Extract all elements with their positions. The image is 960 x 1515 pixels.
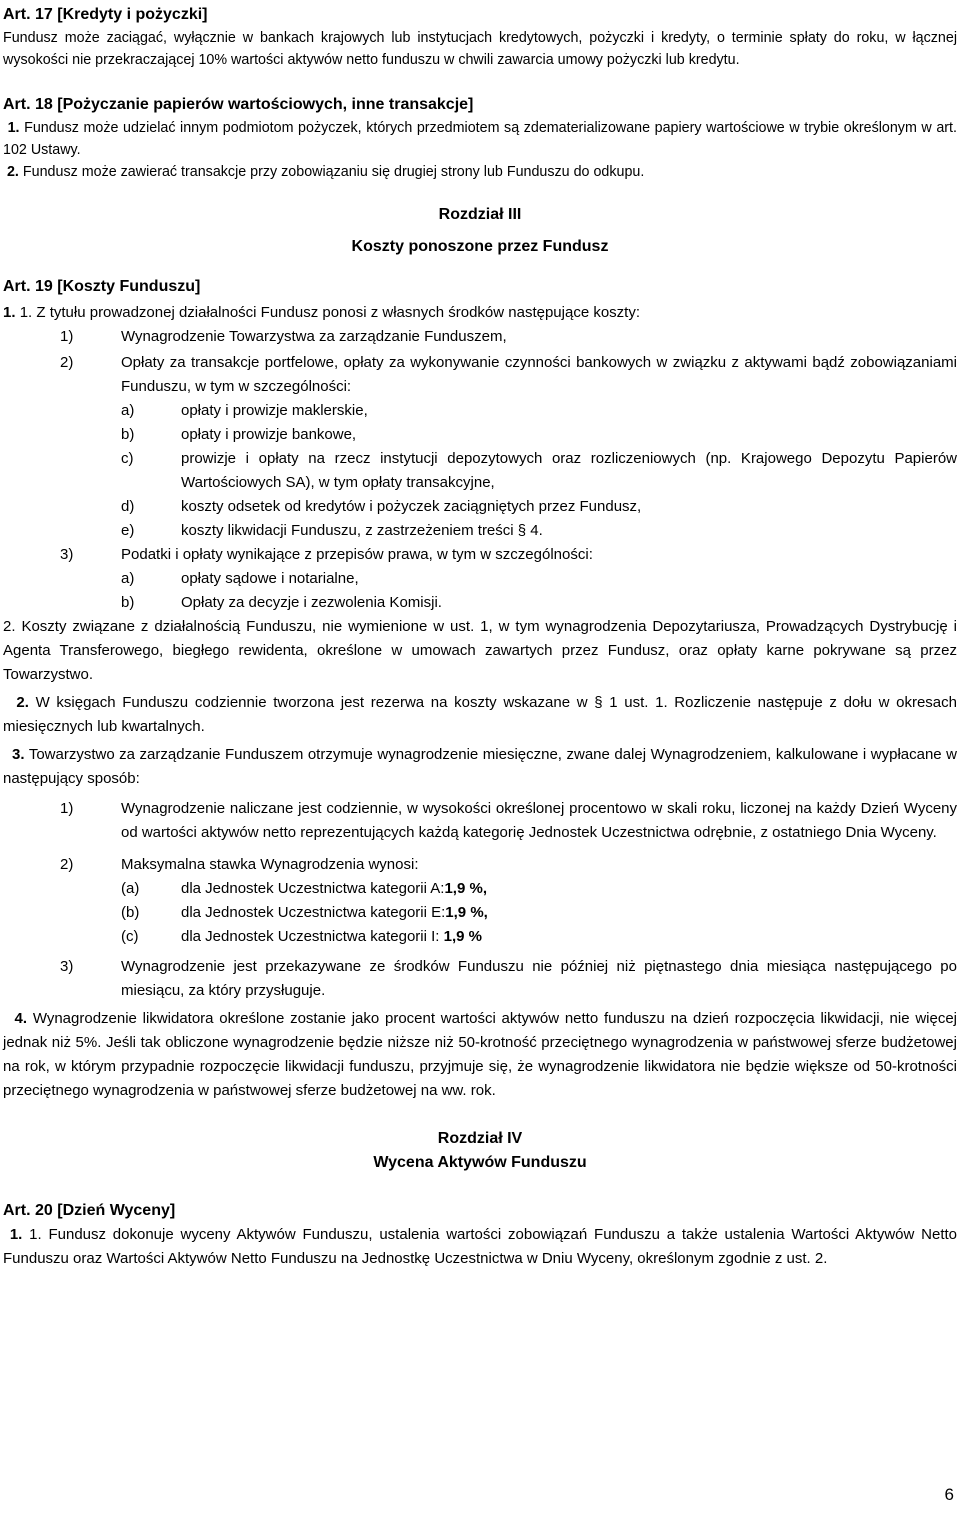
chapter-title: Rozdział IV (437, 1130, 523, 1147)
list-text: opłaty sądowe i notarialne, (181, 570, 359, 587)
list-text: prowizje i opłaty na rzecz instytucji depozytowych oraz rozliczeniowych (np. Krajowego Depozytu Papierów Wartościowych SA), w tym opłaty transakcyjne, (181, 450, 957, 491)
list-marker: e) (121, 522, 135, 539)
rate-value: 1,9 % (443, 928, 482, 945)
list-marker: a) (121, 570, 135, 587)
article-heading: Art. 17 [Kredyty i pożyczki] (3, 6, 208, 23)
list-text: opłaty i prowizje maklerskie, (181, 402, 368, 419)
paragraph-text: Wynagrodzenie likwidatora określone zostanie jako procent wartości aktywów netto funduszu na dzień rozpoczęcia likwidacji, nie więcej jednak niż 5%. Jeśli tak obliczone wynagrodzenie będzie niższe niż 50-krotność przeciętnego wynagrodzenia w państwowej sferze budżetowej na rok, w którym przypadnie rozpoczęcie likwidacji funduszu, przyjmuje się, że wynagrodzenie likwidatora nie będzie większe od 50-krotności przeciętnego wynagrodzenia w państwowej sferze budżetowej na ww. rok. (3, 1010, 958, 1099)
section-number: 1. (3, 304, 16, 321)
list-marker: 2) (60, 354, 74, 371)
chapter-subtitle: Koszty ponoszone przez Fundusz (351, 238, 609, 255)
section-number: 2. (16, 694, 29, 711)
rate-label: dla Jednostek Uczestnictwa kategorii E: (181, 904, 446, 921)
rate-item (3, 877, 957, 901)
sublist-item (3, 591, 957, 615)
list-marker: 2) (60, 856, 74, 873)
list-text: Wynagrodzenie Towarzystwa za zarządzanie Funduszem, (121, 328, 507, 345)
paragraph-text: Fundusz dokonuje wyceny Aktywów Funduszu, ustalenia wartości zobowiązań Funduszu a także ustalenia Wartości Aktywów Netto Funduszu oraz Wartości Aktywów Netto Funduszu na Jednostkę Uczestnictwa w Dniu Wyceny, określonym zgodnie z ust. 2. (3, 1226, 957, 1267)
list-marker: 1) (60, 800, 74, 817)
article-heading: Art. 20 [Dzień Wyceny] (3, 1202, 176, 1219)
paragraph-text: Fundusz może zawierać transakcje przy zobowiązaniu się drugiej strony lub Funduszu do odkupu. (22, 164, 645, 180)
paragraph (3, 161, 957, 183)
list-marker: (b) (121, 904, 140, 921)
list-text: Opłaty za decyzje i zezwolenia Komisji. (181, 594, 442, 611)
list-text: opłaty i prowizje bankowe, (181, 426, 357, 443)
rate-item (3, 925, 957, 949)
paragraph-text: Fundusz może udzielać innym podmiotom pożyczek, których przedmiotem są zdematerializowane papiery wartościowe w trybie określonym w art. 102 Ustawy. (3, 120, 957, 158)
list-text: koszty odsetek od kredytów i pożyczek zaciągniętych przez Fundusz, (181, 498, 642, 515)
sublist-item (3, 495, 957, 519)
chapter-title: Rozdział III (438, 206, 522, 223)
paragraph (3, 743, 957, 791)
paragraph (3, 1223, 957, 1271)
paragraph-number: 2. (6, 164, 19, 180)
section-number: 4. (14, 1010, 28, 1027)
list-text: koszty likwidacji Funduszu, z zastrzeżeniem treści § 4. (181, 522, 543, 539)
rate-label: dla Jednostek Uczestnictwa kategorii I: (181, 928, 444, 945)
list-marker: (a) (121, 880, 140, 897)
list-text: Opłaty za transakcje portfelowe, opłaty za wykonywanie czynności bankowych w związku z aktywami bądź zobowiązaniami Funduszu, w tym w szczególności: (121, 354, 957, 395)
paragraph-text: Towarzystwo za zarządzanie Funduszem otrzymuje wynagrodzenie miesięczne, zwane dalej Wynagrodzeniem, kalkulowane i wypłacane w następujący sposób: (3, 746, 957, 787)
rate-label: dla Jednostek Uczestnictwa kategorii A: (181, 880, 445, 897)
paragraph (3, 691, 957, 739)
list-marker: a) (121, 402, 135, 419)
paragraph-number: 1. (7, 120, 20, 136)
list-marker: 3) (60, 958, 74, 975)
article-18 (3, 93, 957, 183)
list-marker: d) (121, 498, 135, 515)
subsection-number: 1. (29, 1226, 42, 1243)
list-item (3, 797, 957, 845)
list-item (3, 325, 957, 349)
list-text: Podatki i opłaty wynikające z przepisów prawa, w tym w szczególności: (121, 546, 593, 563)
list-marker: 3) (60, 546, 74, 563)
chapter-heading (3, 1127, 957, 1175)
rate-value: 1,9 %, (445, 904, 488, 921)
sublist-item (3, 399, 957, 423)
list-text: Wynagrodzenie jest przekazywane ze środków Funduszu nie później niż piętnastego dnia miesiąca następującego po miesiącu, za który przysługuje. (121, 958, 957, 999)
article-17 (3, 3, 957, 71)
chapter-subtitle: Wycena Aktywów Funduszu (373, 1154, 587, 1171)
sublist-item (3, 567, 957, 591)
list-item (3, 351, 957, 399)
list-marker: 1) (60, 328, 74, 345)
paragraph: 2. Koszty związane z działalnością Funduszu, nie wymienione w ust. 1, w tym wynagrodzenia Depozytariusza, Prowadzących Dystrybucję i Agenta Transferowego, biegłego rewidenta, określone w umowach zawartych przez Fundusz, oraz opłaty karne pokrywane są przez Towarzystwo. (3, 618, 957, 683)
list-marker: b) (121, 594, 135, 611)
article-20 (3, 1199, 957, 1271)
sublist-item (3, 519, 957, 543)
list-item (3, 853, 957, 877)
paragraph-text: W księgach Funduszu codziennie tworzona jest rezerwa na koszty wskazane w § 1 ust. 1. Rozliczenie następuje z dołu w okresach miesięcznych lub kwartalnych. (3, 694, 957, 735)
paragraph (3, 301, 957, 325)
paragraph-text: Z tytułu prowadzonej działalności Fundusz ponosi z własnych środków następujące koszty: (36, 304, 641, 321)
article-heading: Art. 18 [Pożyczanie papierów wartościowych, inne transakcje] (3, 96, 474, 113)
rate-item (3, 901, 957, 925)
subsection-number: 1. (19, 304, 33, 321)
list-marker: b) (121, 426, 135, 443)
list-text: Maksymalna stawka Wynagrodzenia wynosi: (121, 856, 419, 873)
article-heading: Art. 19 [Koszty Funduszu] (3, 278, 201, 295)
list-marker: (c) (121, 928, 139, 945)
article-19 (3, 275, 957, 1103)
sublist-item (3, 423, 957, 447)
list-text: Wynagrodzenie naliczane jest codziennie, w wysokości określonej procentowo w skali roku, liczonej na każdy Dzień Wyceny od wartości aktywów netto reprezentujących każdą kategorię Jednostek Uczestnictwa odrębnie, z ostatniego Dnia Wyceny. (121, 800, 957, 841)
list-item (3, 955, 957, 1003)
list-marker: c) (121, 450, 134, 467)
page-number: 6 (944, 1485, 954, 1504)
sublist-item (3, 447, 957, 495)
section-number: 1. (9, 1226, 23, 1243)
chapter-heading (3, 203, 957, 259)
list-item (3, 543, 957, 567)
paragraph: Fundusz może zaciągać, wyłącznie w bankach krajowych lub instytucjach kredytowych, pożyczki i kredyty, o terminie spłaty do roku, w łącznej wysokości nie przekraczającej 10% wartości aktywów netto funduszu w chwili zawarcia umowy pożyczki lub kredytu. (3, 30, 957, 68)
paragraph (3, 117, 957, 161)
rate-value: 1,9 %, (444, 880, 487, 897)
paragraph (3, 1007, 957, 1103)
section-number: 3. (12, 746, 25, 763)
